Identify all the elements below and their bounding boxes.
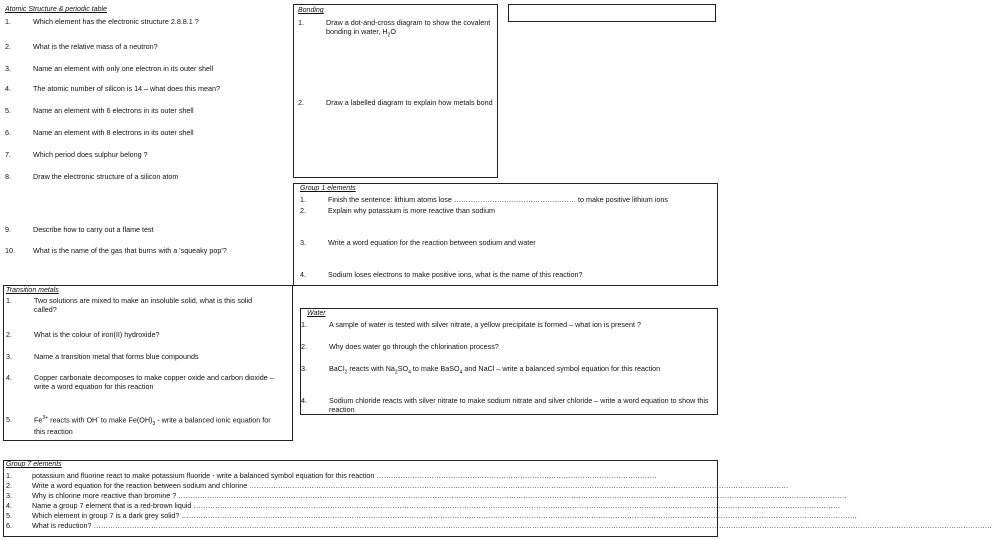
group7-q6: 6. What is reduction? …………………………………………………………………………………………………………………………………………………………………………………………………………………………………………………………………………………………………………………………………………… <box>6 521 992 530</box>
transition-q5: 5. $Fe^{3+}$ reacts with OH- to make $Fe(OH)_3$ - write a balanced ionic equation for this reaction <box>6 415 271 437</box>
water-q2: 2. Why does water go through the chlorination process? <box>301 342 499 351</box>
atomic-title: Atomic Structure & periodic table <box>5 6 107 13</box>
atomic-q7: 7. Which period does sulphur belong ? <box>5 150 148 159</box>
group1-title: Group 1 elements <box>300 185 356 192</box>
group7-q1: 1. potassium and fluorine react to make potassium fluoride - write a balanced symbol equation for this reaction ……………………………………………………………………………………………………… <box>6 471 657 480</box>
transition-q4: 4. Copper carbonate decomposes to make copper oxide and carbon dioxide – write a word equation for this reaction <box>6 373 274 391</box>
atomic-q4: 4. The atomic number of silicon is 14 – what does this mean? <box>5 84 220 93</box>
transition-title: Transition metals <box>6 287 59 294</box>
bonding-q1: 1. Draw a dot-and-cross diagram to show the covalent bonding in water, $H_2O$ <box>298 18 491 39</box>
water-box <box>300 308 718 415</box>
transition-q1: 1. Two solutions are mixed to make an insoluble solid, what is this solid called? <box>6 296 253 314</box>
group1-box <box>293 183 718 286</box>
transition-q2: 2. What is the colour of iron(II) hydroxide? <box>6 330 160 339</box>
group1-q3: 3. Write a word equation for the reaction between sodium and water <box>300 238 536 247</box>
transition-q3: 3. Name a transition metal that forms blue compounds <box>6 352 199 361</box>
bonding-box <box>293 4 498 178</box>
atomic-q3: 3. Name an element with only one electron in its outer shell <box>5 64 214 73</box>
group7-q3: 3. Why is chlorine more reactive than bromine ? ……………………………………………………………………………………………………………………………………………………………………………………………………………………………………………………… <box>6 491 847 500</box>
atomic-q6: 6. Name an element with 8 electrons in its outer shell <box>5 128 194 137</box>
name-box[interactable] <box>508 4 716 22</box>
atomic-q2: 2. What is the relative mass of a neutron? <box>5 42 158 51</box>
water-q4: 4. Sodium chloride reacts with silver nitrate to make sodium nitrate and silver chloride – write a word equation to show this reaction <box>301 396 709 414</box>
group7-q5: 5. Which element in group 7 is a dark grey solid? ………………………………………………………………………………………………………………………………………………………………………………………………………………………………………………………… <box>6 511 858 520</box>
water-q3: 3. BaCl$_2$ reacts with $Na_2SO_4$ to make BaSO$_4$ and NaCl – write a balanced symbol equation for this reaction <box>301 364 661 376</box>
atomic-q10: 10. What is the name of the gas that burns with a 'squeaky pop'? <box>5 246 227 255</box>
atomic-q9: 9. Describe how to carry out a flame test <box>5 225 154 234</box>
bonding-title: Bonding <box>298 7 324 14</box>
water-q1: 1. A sample of water is tested with silver nitrate, a yellow precipitate is formed – what ion is present ? <box>301 320 641 329</box>
atomic-q1: 1. Which element has the electronic structure 2.8.8.1 ? <box>5 17 199 26</box>
group7-q2: 2. Write a word equation for the reaction between sodium and chlorine ……………………………………………………………………………………………………………………………………………………………………………………………………… <box>6 481 789 490</box>
group1-q4: 4. Sodium loses electrons to make positive ions, what is the name of this reaction? <box>300 270 583 279</box>
bonding-q2: 2. Draw a labelled diagram to explain how metals bond <box>298 98 493 107</box>
atomic-q8: 8. Draw the electronic structure of a silicon atom <box>5 172 179 181</box>
group1-q2: 2. Explain why potassium is more reactive than sodium <box>300 206 495 215</box>
group7-box <box>3 460 992 537</box>
atomic-q5: 5. Name an element with 6 electrons in its outer shell <box>5 106 194 115</box>
water-title: Water <box>307 310 326 317</box>
group7-q4: 4. Name a group 7 element that is a red-brown liquid ……………………………………………………………………………………………………………………………………………………………………………………………………………………………………………… <box>6 501 841 510</box>
group7-title: Group 7 elements <box>6 461 62 468</box>
transition-box <box>3 285 293 441</box>
group1-q1: 1. Finish the sentence: lithium atoms lose …………………………………………… to make positive lithium ions <box>300 195 668 204</box>
